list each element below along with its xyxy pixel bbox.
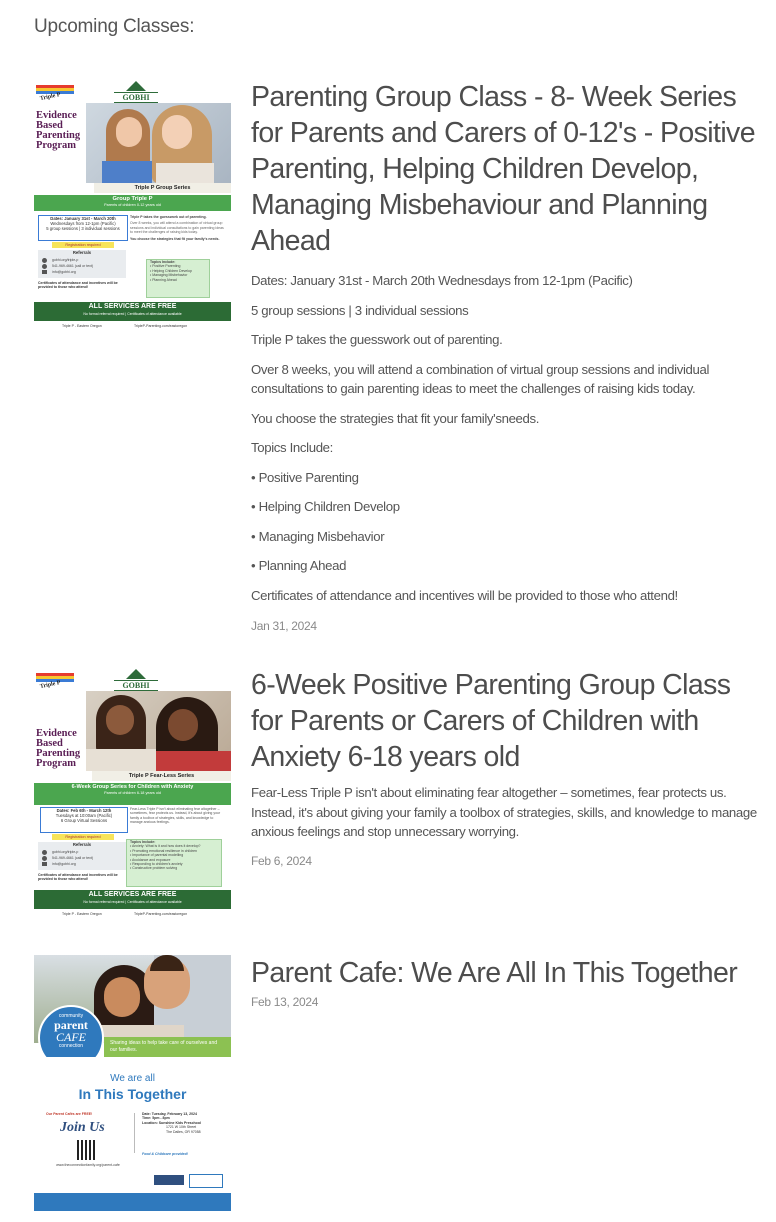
post-paragraph: Certificates of attendance and incentives will be provided to those who attend!	[251, 587, 678, 603]
flyer-headline: Evidence Based Parenting Program	[36, 110, 81, 151]
post-date: Feb 13, 2024	[251, 995, 319, 1009]
photo-mother-child	[86, 691, 231, 771]
gobhi-logo: GOBHI	[114, 81, 158, 103]
certificates-note: Certificates of attendance and incentives will be provided to those who attend!	[38, 873, 118, 882]
post-date: Feb 6, 2024	[251, 853, 312, 868]
post-thumbnail[interactable]	[34, 667, 231, 921]
flyer-right-text: Fear-Less Triple P isn't about eliminating fear altogether – sometimes, fear protects us. Instead, it's about giving your family a toolbox of strategies, skills, and knowledge to manage anxious feelings.	[130, 807, 221, 825]
post-list-item: • Positive Parenting	[251, 469, 359, 485]
free-services-band: ALL SERVICES ARE FREE No formal referral required | Certificates of attendance available	[34, 890, 231, 909]
sharing-ideas-band: Sharing ideas to help take care of ourselves and our families.	[104, 1037, 231, 1057]
sponsor-logo	[154, 1175, 184, 1185]
post-paragraph: Fear-Less Triple P isn't about eliminating fear altogether – sometimes, fear protects us. Instead, it's about giving your family a toolbox of strategies, skills, and knowledge to manage anxious feelings and stop unnecessary worrying.	[251, 785, 757, 839]
group-band: 6-Week Group Series for Children with Anxiety Parents of children 6-18 years old	[34, 783, 231, 805]
free-services-band: ALL SERVICES ARE FREE No formal referral required | Certificates of attendance available	[34, 302, 231, 321]
footer-left: Triple P - Eastern Oregon	[62, 324, 102, 328]
post-thumbnail[interactable]	[34, 79, 231, 333]
post-paragraph: You choose the strategies that fit your family'sneeds.	[251, 410, 540, 426]
referrals-box: Referrals gobhi.org/triple-p 541-969-4661 (call or text) info@gobhi.org	[38, 250, 126, 278]
post-title[interactable]: Parenting Group Class - 8- Week Series for Parents and Carers of 0-12's - Positive Parenting, Helping Children Develop, Managing Misbehaviour and Planning Ahead	[251, 81, 755, 257]
topics-box: Topics Include: • Positive Parenting • Helping Children Develop • Managing Misbehavior • Planning Ahead	[146, 259, 210, 298]
post-date: Jan 31, 2024	[251, 619, 317, 633]
triple-p-logo: Triple P	[36, 83, 76, 107]
post-title[interactable]: Parent Cafe: We Are All In This Together	[251, 957, 738, 989]
post-content	[251, 667, 761, 868]
free-cafe-note: Our Parent Cafés are FREE!	[46, 1112, 93, 1116]
series-band: Triple P Fear-Less Series	[92, 771, 231, 781]
post-paragraph: Triple P takes the guesswork out of parenting.	[251, 332, 503, 347]
post-content	[251, 955, 776, 1009]
gobhi-logo: GOBHI	[114, 669, 158, 691]
post-paragraph: Dates: January 31st - March 20th Wednesdays from 12-1pm (Pacific)	[251, 273, 633, 288]
post-list-item: • Planning Ahead	[251, 558, 347, 573]
event-details: Date: Tuesday, February 13, 2024 Time: 5pm - 8pm Location: Sunshine Kids Preschool 1721 W 10th Street The Dalles, OR 97058	[142, 1112, 201, 1134]
post-list-item: • Managing Misbehavior	[251, 528, 385, 544]
post-title[interactable]: 6-Week Positive Parenting Group Class for Parents or Carers of Children with Anxiety 6-18 years old	[251, 669, 731, 773]
dates-box: Dates: Feb 6th - March 12th Tuesdays at 10:00am (Pacific) 6 Group Virtual Sessions	[40, 807, 128, 833]
group-band: Group Triple P Parents of children 0-12 years old	[34, 195, 231, 211]
footer-band	[34, 1193, 231, 1211]
referrals-box: Referrals gobhi.org/triple-p 541-969-4661 (call or text) info@gobhi.org	[38, 842, 126, 870]
footer-right: TripleP-Parenting.com/eastoregon	[134, 912, 188, 916]
registration-note: Registration required	[52, 834, 114, 840]
post-paragraph: Over 8 weeks, you will attend a combination of virtual group sessions and individual consultations to gain parenting ideas to meet the challenges of raising kids today.	[251, 361, 710, 396]
registration-note: Registration required	[52, 242, 114, 248]
post-card	[34, 667, 756, 922]
dates-box: Dates: January 31st - March 20th Wednesdays from 12-1pm (Pacific) 5 group sessions | 3 individual sessions	[38, 215, 128, 241]
website-text: www.theconnectionfamily.org/parent-cafe	[56, 1163, 120, 1167]
post-thumbnail[interactable]	[34, 955, 231, 1211]
parent-cafe-badge: community parent CAFE connection	[38, 1005, 104, 1071]
post-paragraph: Topics Include:	[251, 440, 333, 455]
food-childcare-note: Food & Childcare provided!	[142, 1152, 188, 1156]
post-list-item: • Helping Children Develop	[251, 499, 400, 514]
flyer-headline: Evidence Based Parenting Program	[36, 728, 81, 769]
in-this-together-text: In This Together	[78, 1086, 187, 1102]
series-band: Triple P Group Series	[94, 183, 231, 193]
join-us-text: Join Us	[60, 1120, 105, 1135]
sponsor-logo	[189, 1174, 223, 1188]
certificates-note: Certificates of attendance and incentives will be provided to those who attend!	[38, 281, 118, 290]
triple-p-logo: Triple P	[36, 671, 76, 695]
topics-box: Topics Include: • Anxiety: What is it and how does it develop? • Promoting emotional resilience in children • Importance of parental modelling • Avoidance and exposure • Responding to children's anxiety • Constructive problem solving	[126, 839, 222, 887]
footer-left: Triple P - Eastern Oregon	[62, 912, 102, 916]
page-heading: Upcoming Classes:	[34, 16, 195, 37]
post-paragraph: 5 group sessions | 3 individual sessions	[251, 302, 469, 318]
footer-right: TripleP-Parenting.com/eastoregon	[134, 324, 188, 328]
post-content	[251, 79, 761, 633]
qr-code-icon	[77, 1140, 97, 1160]
post-card	[34, 955, 756, 1211]
post-card	[34, 79, 756, 639]
flyer-right-text: Triple P takes the guesswork out of parenting. Over 8 weeks, you will attend a combination of virtual group sessions and individual consultations to gain parenting ideas to meet the challenges of raising kids today. You choose the strategies that fit your family's needs.	[130, 215, 224, 241]
we-are-all-text: We are all	[110, 1073, 155, 1084]
photo-mother-daughter	[86, 103, 231, 183]
